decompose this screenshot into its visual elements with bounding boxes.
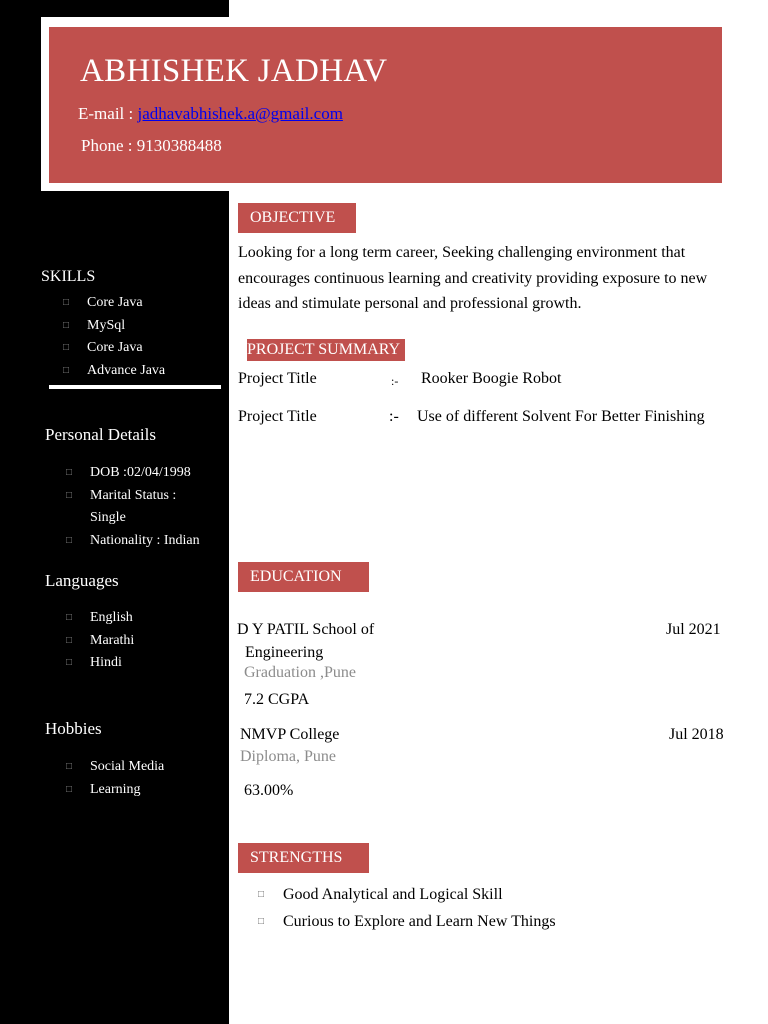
skills-list — [42, 293, 165, 383]
institute-name-cont: Engineering — [245, 644, 324, 661]
strength-label: Good Analytical and Logical Skill — [283, 886, 503, 903]
list-item — [45, 756, 164, 779]
checkbox-bullet-icon: □ — [66, 761, 73, 772]
project-value: Rooker Boogie Robot — [421, 370, 562, 387]
checkbox-bullet-icon: □ — [66, 657, 73, 668]
dob-value: DOB :02/04/1998 — [90, 465, 191, 480]
list-item — [45, 779, 164, 802]
nationality-value: Nationality : Indian — [90, 532, 200, 548]
list-item — [45, 530, 205, 553]
list-item — [45, 607, 134, 630]
marital-status-value: Marital Status : Single — [90, 487, 177, 525]
skills-heading: SKILLS — [41, 268, 96, 285]
skill-label: Core Java — [87, 295, 143, 310]
degree-location: Diploma, Pune — [240, 748, 336, 765]
institute-name: NMVP College — [240, 726, 340, 743]
list-item — [258, 881, 556, 908]
checkbox-bullet-icon: □ — [66, 783, 73, 795]
hobby-label: Social Media — [90, 759, 165, 774]
score: 63.00% — [244, 782, 294, 799]
list-item — [45, 485, 205, 530]
skills-divider — [49, 385, 221, 389]
phone-label: Phone : — [81, 136, 137, 155]
skill-label: MySql — [87, 317, 126, 333]
strengths-list — [258, 881, 556, 935]
checkbox-bullet-icon: □ — [63, 364, 70, 376]
language-label: Hindi — [90, 655, 122, 670]
project-separator: :- — [389, 408, 399, 425]
project-summary-heading: PROJECT SUMMARY — [247, 339, 405, 361]
checkbox-bullet-icon: □ — [66, 612, 73, 623]
email-label: E-mail : — [78, 104, 138, 123]
checkbox-bullet-icon: □ — [258, 889, 265, 900]
objective-heading: OBJECTIVE — [238, 203, 356, 233]
score: 7.2 CGPA — [244, 691, 310, 708]
project-value: Use of different Solvent For Better Finishing — [417, 408, 705, 425]
list-item — [45, 630, 134, 653]
list-item — [42, 361, 165, 384]
project-label: Project Title — [238, 370, 317, 387]
checkbox-bullet-icon: □ — [66, 467, 73, 478]
email-link[interactable]: jadhavabhishek.a@gmail.com — [137, 104, 343, 123]
project-separator: :- — [391, 374, 399, 388]
hobby-label: Learning — [90, 781, 141, 797]
languages-list — [45, 607, 134, 675]
checkbox-bullet-icon: □ — [66, 534, 73, 546]
hobbies-heading: Hobbies — [45, 719, 102, 738]
education-date: Jul 2018 — [669, 726, 724, 743]
hobbies-list — [45, 756, 164, 801]
skill-label: Advance Java — [87, 362, 166, 378]
list-item — [258, 908, 556, 935]
phone-number: 9130388488 — [136, 136, 222, 155]
header-banner — [49, 27, 722, 183]
personal-details-heading: Personal Details — [45, 425, 156, 444]
checkbox-bullet-icon: □ — [63, 319, 70, 331]
education-heading: EDUCATION — [238, 562, 369, 592]
phone-row — [81, 136, 222, 156]
list-item — [42, 293, 165, 316]
checkbox-bullet-icon: □ — [66, 634, 73, 646]
strength-label: Curious to Explore and Learn New Things — [283, 913, 556, 930]
objective-text: Looking for a long term career, Seeking challenging environment that encourages continuous learning and creativity providing exposure to new ideas and stimulate personal and professional growth. — [238, 244, 708, 312]
languages-heading: Languages — [45, 571, 119, 590]
strengths-heading: STRENGTHS — [238, 843, 369, 873]
checkbox-bullet-icon: □ — [63, 342, 70, 353]
list-item — [42, 316, 165, 339]
checkbox-bullet-icon: □ — [258, 916, 265, 927]
education-date: Jul 2021 — [666, 621, 721, 638]
language-label: Marathi — [90, 632, 135, 648]
list-item — [45, 462, 205, 485]
institute-name: D Y PATIL School of — [237, 621, 375, 638]
personal-details-list — [45, 462, 205, 552]
checkbox-bullet-icon: □ — [66, 489, 73, 501]
degree-location: Graduation ,Pune — [244, 664, 356, 681]
list-item — [45, 652, 134, 675]
email-row — [78, 104, 343, 124]
candidate-name: ABHISHEK JADHAV — [80, 53, 388, 89]
project-label: Project Title — [238, 408, 317, 425]
skill-label: Core Java — [87, 340, 143, 355]
checkbox-bullet-icon: □ — [63, 297, 70, 308]
language-label: English — [90, 610, 133, 625]
list-item — [42, 338, 165, 361]
